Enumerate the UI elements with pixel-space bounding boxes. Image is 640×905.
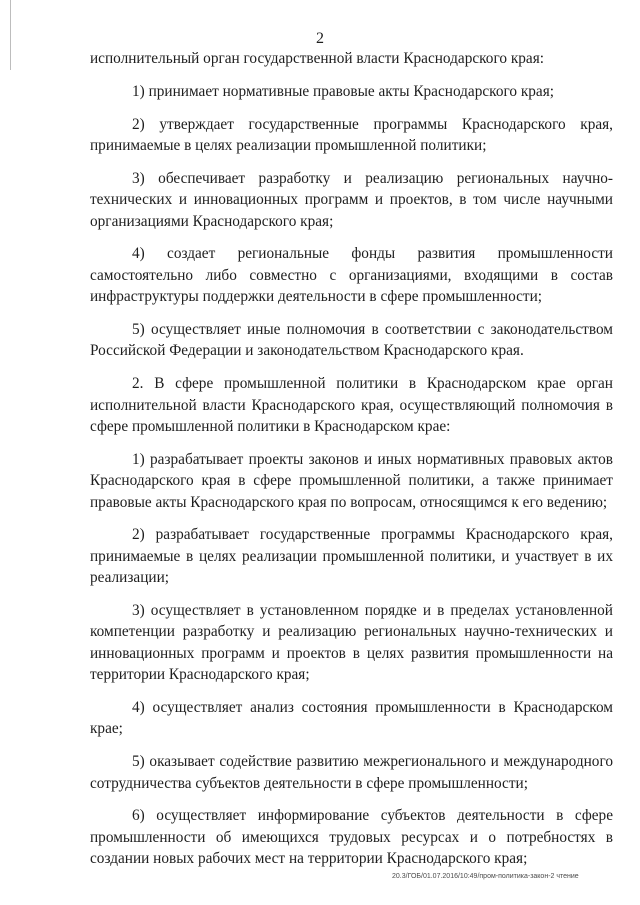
document-body <box>90 48 613 881</box>
paragraph-section-2-item-6: 6) осуществляет информирование субъектов деятельности в сфере промышленности об имеющихся трудовых ресурсах и о потребностях в создании новых рабочих мест на территории Краснодарского края; <box>90 807 613 868</box>
paragraph-continuation: исполнительный орган государственной власти Краснодарского края: <box>90 50 544 67</box>
paragraph-section-2-item-3: 3) осуществляет в установленном порядке и в пределах установленной компетенции разработку и реализацию региональных научно-технических и инновационных программ и проектов в целях развития промышленности на территории Краснодарского края; <box>90 602 613 684</box>
paragraph-item-4: 4) создает региональные фонды развития промышленности самостоятельно либо совместно с организациями, входящими в состав инфраструктуры поддержки деятельности в сфере промышленности; <box>90 245 613 306</box>
document-footer-code: 20.3/ГОБ/01.07.2016/10:49/пром-политика-закон-2 чтение <box>392 873 579 880</box>
paragraph-item-2: 2) утверждает государственные программы Краснодарского края, принимаемые в целях реализации промышленной политики; <box>90 115 613 154</box>
paragraph-section-2: 2. В сфере промышленной политики в Краснодарском крае орган исполнительной власти Краснодарского края, осуществляющий полномочия в сфере промышленной политики в Краснодарском крае: <box>90 375 613 436</box>
paragraph-item-5: 5) осуществляет иные полномочия в соответствии с законодательством Российской Федерации и законодательством Краснодарского края. <box>90 321 613 360</box>
paragraph-section-2-item-2: 2) разрабатывает государственные программы Краснодарского края, принимаемые в целях реализации промышленной политики, и участвует в их реализации; <box>90 526 613 587</box>
paragraph-item-3: 3) обеспечивает разработку и реализацию региональных научно-технических и инновационных программ и проектов, в том числе научными организациями Краснодарского края; <box>90 169 613 230</box>
paragraph-section-2-item-1: 1) разрабатывает проекты законов и иных нормативных правовых актов Краснодарского края в сфере промышленной политики, а также принимает правовые акты Краснодарского края по вопросам, относящимся к его ведению; <box>90 450 613 511</box>
paragraph-item-1: 1) принимает нормативные правовые акты Краснодарского края; <box>132 82 554 100</box>
paragraph-section-2-item-5: 5) оказывает содействие развитию межрегионального и международного сотрудничества субъектов деятельности в сфере промышленности; <box>90 753 613 792</box>
paragraph-section-2-item-4: 4) осуществляет анализ состояния промышленности в Краснодарском крае; <box>90 699 613 738</box>
page-number: 2 <box>316 30 324 47</box>
